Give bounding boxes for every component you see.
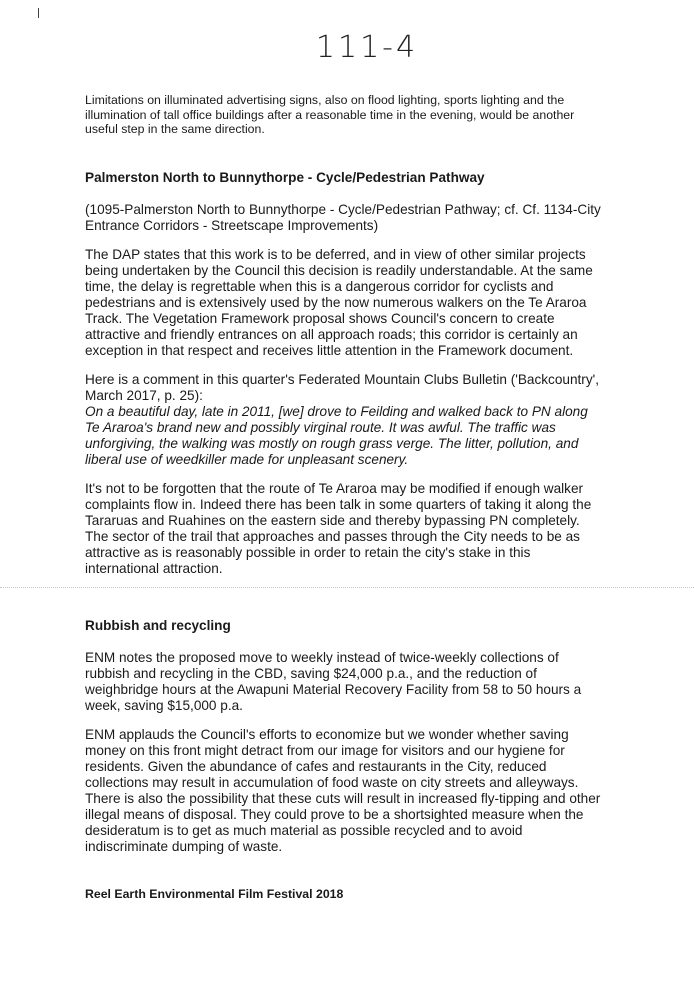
rubbish-paragraph-1: ENM notes the proposed move to weekly instead of twice-weekly collections of rubbish and recycling in the CBD, saving $24,000 p.a., and the reduction of weighbridge hours at the Awapuni Material Recovery Facility from 58 to 50 hours a week, saving $15,000 p.a. bbox=[85, 649, 582, 713]
margin-mark bbox=[38, 8, 39, 18]
section-heading-film-festival: Reel Earth Environmental Film Festival 2018 bbox=[85, 886, 344, 901]
handwritten-page-number: 111-4 bbox=[315, 30, 419, 65]
pathway-reference: (1095-Palmerston North to Bunnythorpe - Cycle/Pedestrian Pathway; cf. Cf. 1134-City Entrance Corridors - Streetscape Improvements) bbox=[85, 201, 601, 233]
document-body bbox=[85, 93, 605, 901]
pathway-paragraph-1: The DAP states that this work is to be deferred, and in view of other similar projects being undertaken by the Council this decision is readily understandable. At the same time, the delay is regrettable when this is a dangerous corridor for cyclists and pedestrians and is extensively used by the now numerous walkers on the Te Araroa Track. The Vegetation Framework proposal shows Council's concern to create attractive and friendly entrances on all approach roads; this corridor is certainly an exception in that respect and receives little attention in the Framework document. bbox=[85, 246, 593, 358]
pathway-paragraph-2: It's not to be forgotten that the route of Te Araroa may be modified if enough walker complaints flow in. Indeed there has been talk in some quarters of taking it along the Tararuas and Ruahines on the eastern side and thereby bypassing PN completely. The sector of the trail that approaches and passes through the City needs to be as attractive as is reasonably possible in order to retain the city's stake in this international attraction. bbox=[85, 480, 592, 576]
rubbish-paragraph-2: ENM applauds the Council's efforts to economize but we wonder whether saving money on this front might detract from our image for visitors and our hygiene for residents. Given the abundance of cafes and restaurants in the City, reduced collections may result in accumulation of food waste on city streets and alleyways. There is also the possibility that these cuts will result in increased fly-tipping and other illegal means of disposal. They could prove to be a shortsighted measure when the desideratum is to get as much material as possible recycled and to avoid indiscriminate dumping of waste. bbox=[85, 726, 601, 854]
pathway-quote: On a beautiful day, late in 2011, [we] drove to Feilding and walked back to PN along Te Araroa's brand new and possibly virginal route. It was awful. The traffic was unforgiving, the walking was mostly on rough grass verge. The litter, pollution, and liberal use of weedkiller made for unpleasant scenery. bbox=[85, 403, 588, 467]
section-heading-rubbish: Rubbish and recycling bbox=[85, 617, 231, 633]
intro-paragraph: Limitations on illuminated advertising signs, also on flood lighting, sports lighting and the illumination of tall office buildings after a reasonable time in the evening, would be another useful step in the same direction. bbox=[85, 93, 575, 136]
section-heading-pathway: Palmerston North to Bunnythorpe - Cycle/Pedestrian Pathway bbox=[85, 169, 485, 185]
pathway-quote-intro: Here is a comment in this quarter's Federated Mountain Clubs Bulletin ('Backcountry', March 2017, p. 25): bbox=[85, 371, 600, 403]
